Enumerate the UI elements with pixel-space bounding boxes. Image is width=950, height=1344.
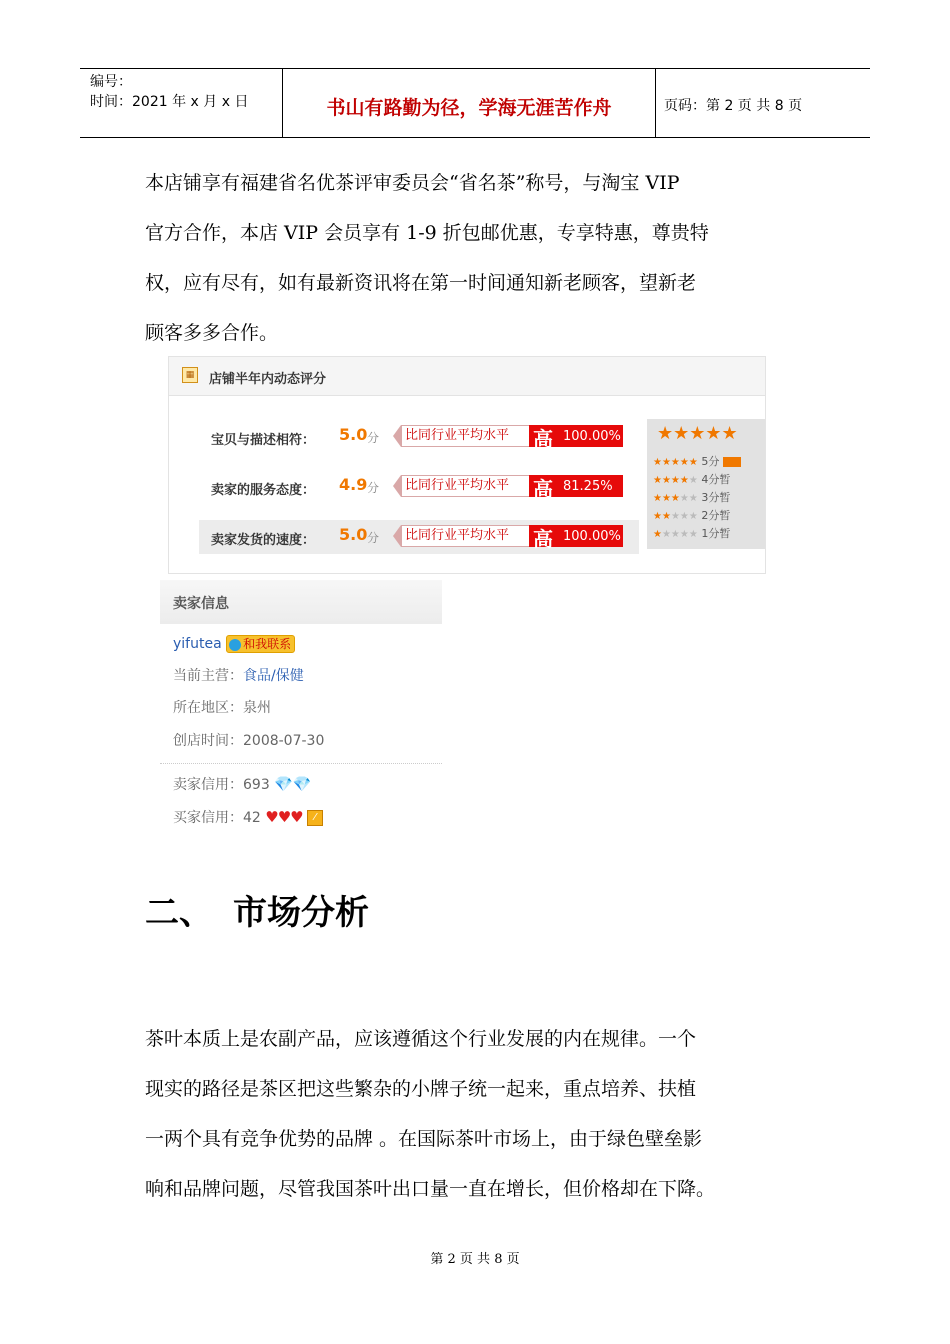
page-header bbox=[80, 68, 870, 138]
rating-panel-header bbox=[169, 357, 765, 396]
seller-credit-value: 693 bbox=[243, 777, 270, 793]
chat-icon bbox=[229, 639, 241, 651]
star-icon-group: ★★★★★ bbox=[653, 529, 698, 540]
distribution-line bbox=[653, 507, 730, 523]
contact-button[interactable]: 和我联系 bbox=[226, 635, 295, 653]
buyer-credit-label: 买家信用： bbox=[173, 810, 243, 826]
market-line: 一两个具有竞争优势的品牌 。在国际茶叶市场上，由于绿色壁垒影 bbox=[145, 1128, 703, 1150]
header-motto-cell bbox=[283, 69, 656, 137]
compare-badge bbox=[529, 525, 623, 551]
distribution-bar bbox=[723, 457, 741, 467]
shop-rating-panel bbox=[168, 356, 766, 574]
header-page-cell bbox=[656, 69, 870, 137]
intro-paragraph bbox=[145, 168, 815, 368]
rating-compare bbox=[393, 525, 623, 551]
distribution-text: 5分 bbox=[701, 455, 720, 468]
rating-compare bbox=[393, 425, 623, 451]
rating-score: 4.9 bbox=[339, 475, 368, 494]
market-paragraph bbox=[145, 1024, 815, 1224]
page-footer: 第 2 页 共 8 页 bbox=[430, 1252, 520, 1267]
compare-arrow bbox=[393, 425, 401, 447]
buyer-credit-value: 42 bbox=[243, 810, 261, 826]
compare-percent: 100.00% bbox=[563, 529, 621, 544]
star-icon-row: ★★★★★ bbox=[657, 423, 738, 444]
region-value: 泉州 bbox=[243, 700, 271, 716]
star-icon-group: ★★★★★ bbox=[653, 457, 698, 468]
rating-label: 宝贝与描述相符： bbox=[211, 433, 316, 448]
section-number: 二、 bbox=[145, 893, 213, 933]
market-line: 现实的路径是茶区把这些繁杂的小牌子统一起来，重点培养、扶植 bbox=[145, 1078, 697, 1100]
main-business-link[interactable]: 食品/保健 bbox=[243, 668, 304, 684]
diamond-icon[interactable]: 💎💎 bbox=[274, 775, 312, 793]
region-label: 所在地区： bbox=[173, 700, 243, 716]
distribution-line bbox=[653, 471, 730, 487]
intro-line: 顾客多多合作。 bbox=[145, 322, 279, 344]
compare-level: 高 bbox=[533, 527, 553, 551]
rating-score: 5.0 bbox=[339, 525, 368, 544]
distribution-line bbox=[653, 489, 730, 505]
rating-label: 卖家的服务态度： bbox=[211, 483, 316, 498]
intro-line: 官方合作，本店 VIP 会员享有 1-9 折包邮优惠，专享特惠，尊贵特 bbox=[145, 222, 709, 244]
rating-unit: 分 bbox=[367, 431, 380, 445]
region-line bbox=[173, 697, 271, 717]
compare-text: 比同行业平均水平 bbox=[401, 475, 530, 497]
market-line: 茶叶本质上是农副产品，应该遵循这个行业发展的内在规律。一个 bbox=[145, 1028, 697, 1050]
main-business-line bbox=[173, 665, 304, 685]
distribution-text: 1分暂 bbox=[701, 527, 731, 540]
compare-badge bbox=[529, 475, 623, 501]
distribution-text: 2分暂 bbox=[701, 509, 731, 522]
buyer-credit-line bbox=[173, 807, 323, 827]
rating-label: 卖家发货的速度： bbox=[211, 533, 316, 548]
seller-info-header bbox=[160, 580, 442, 624]
badge-icon[interactable]: ⁄ bbox=[307, 810, 323, 826]
distribution-text: 3分暂 bbox=[701, 491, 731, 504]
divider bbox=[160, 763, 442, 764]
number-label: 编号： bbox=[90, 74, 132, 90]
rating-score: 5.0 bbox=[339, 425, 368, 444]
rating-distribution bbox=[647, 419, 766, 549]
rating-compare bbox=[393, 475, 623, 501]
compare-text: 比同行业平均水平 bbox=[401, 425, 530, 447]
page-info: 页码：第 2 页 共 8 页 bbox=[664, 98, 803, 114]
section-heading bbox=[145, 885, 369, 934]
compare-level: 高 bbox=[533, 427, 553, 451]
opened-line bbox=[173, 730, 324, 750]
seller-info-panel bbox=[160, 580, 442, 830]
heart-icon[interactable]: ♥♥♥ bbox=[265, 808, 303, 826]
compare-text: 比同行业平均水平 bbox=[401, 525, 530, 547]
compare-arrow bbox=[393, 525, 401, 547]
star-icon-group: ★★★★★ bbox=[653, 511, 698, 522]
rating-unit: 分 bbox=[367, 531, 380, 545]
motto: 书山有路勤为径，学海无涯苦作舟 bbox=[326, 97, 612, 119]
main-business-label: 当前主营： bbox=[173, 668, 243, 684]
rating-row-service bbox=[199, 470, 639, 504]
distribution-line bbox=[653, 525, 730, 541]
intro-line: 权，应有尽有，如有最新资讯将在第一时间通知新老顾客，望新老 bbox=[145, 272, 697, 294]
rating-panel-title: 店铺半年内动态评分 bbox=[209, 372, 327, 387]
intro-line: 本店铺享有福建省名优茶评审委员会“省名茶”称号，与淘宝 VIP bbox=[145, 172, 680, 194]
compare-percent: 81.25% bbox=[563, 479, 613, 494]
market-line: 响和品牌问题，尽管我国茶叶出口量一直在增长，但价格却在下降。 bbox=[145, 1178, 716, 1200]
opened-value: 2008-07-30 bbox=[243, 733, 325, 749]
compare-level: 高 bbox=[533, 477, 553, 501]
seller-credit-label: 卖家信用： bbox=[173, 777, 243, 793]
seller-name-line bbox=[173, 635, 295, 653]
distribution-line bbox=[653, 453, 741, 469]
star-icon-group: ★★★★★ bbox=[653, 493, 698, 504]
time-label: 时间：2021 年 x 月 x 日 bbox=[90, 94, 249, 110]
section-title: 市场分析 bbox=[233, 893, 369, 933]
compare-percent: 100.00% bbox=[563, 429, 621, 444]
star-icon-group: ★★★★★ bbox=[653, 475, 698, 486]
calendar-icon: ▦ bbox=[182, 367, 198, 383]
seller-info-title: 卖家信息 bbox=[173, 596, 229, 612]
rating-unit: 分 bbox=[367, 481, 380, 495]
compare-arrow bbox=[393, 475, 401, 497]
distribution-text: 4分暂 bbox=[701, 473, 731, 486]
rating-row-shipping bbox=[199, 520, 639, 554]
rating-row-description bbox=[199, 420, 639, 454]
compare-badge bbox=[529, 425, 623, 451]
header-meta-cell bbox=[80, 69, 283, 137]
seller-username-link[interactable]: yifutea bbox=[173, 636, 222, 652]
opened-label: 创店时间： bbox=[173, 733, 243, 749]
seller-credit-line bbox=[173, 774, 312, 794]
